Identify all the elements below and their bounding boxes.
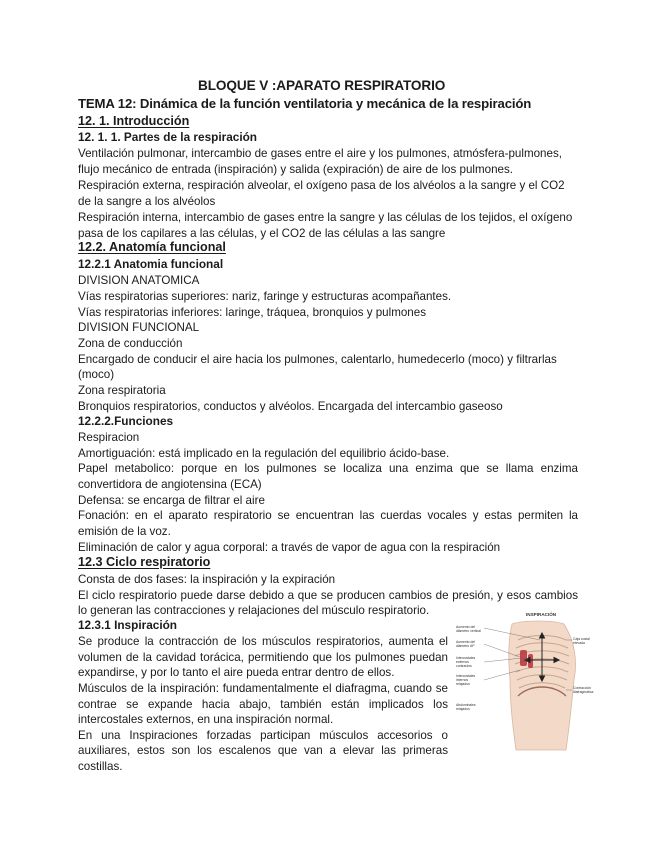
body-line: Ventilación pulmonar, intercambio de gases entre el aire y los pulmones, atmósfera-pulmones, <box>78 147 562 160</box>
body-line: contrae se expande hacia abajo, también están implicados los <box>78 698 448 711</box>
figure-label: elevada <box>573 641 585 645</box>
inspiration-figure <box>454 610 604 770</box>
body-line: Papel metabolico: porque en los pulmones se localiza una enzima que se llama enzima <box>78 462 578 475</box>
body-line: Zona de conducción <box>78 337 183 350</box>
body-line: Consta de dos fases: la inspiración y la expiración <box>78 573 336 586</box>
body-line: costillas. <box>78 760 123 773</box>
figure-label: contraídos <box>456 664 472 668</box>
body-line: intercostales externos, en una inspiración normal. <box>78 713 334 726</box>
body-line: Fonación: en el aparato respiratorio se encuentran las cuerdas vocales y estas permiten la <box>78 509 578 522</box>
body-line: Eliminación de calor y agua corporal: a través de vapor de agua con la respiración <box>78 541 501 554</box>
figure-label: Intercostales <box>456 674 476 678</box>
body-line: Se produce la contracción de los músculos respiratorios, aumenta el <box>78 635 448 648</box>
figure-label: Aumento del <box>456 625 476 629</box>
body-line: flujo mecánico de entrada (inspiración) y salida (expiración) de aire de los pulmones. <box>78 163 513 176</box>
body-line: (moco) <box>78 368 115 381</box>
body-line: El ciclo respiratorio puede darse debido a que se producen cambios de presión, y esos cambios <box>78 589 578 602</box>
body-line: Defensa: se encarga de filtrar el aire <box>78 494 265 507</box>
figure-label: diafragmática <box>573 690 594 694</box>
section-heading-anatomia: 12.2. Anatomía funcional <box>78 240 226 254</box>
body-line: Respiracion <box>78 431 140 444</box>
body-line: volumen de la cavidad torácica, permitiendo que los pulmones puedan <box>78 651 448 664</box>
document-title: BLOQUE V :APARATO RESPIRATORIO <box>198 78 446 93</box>
body-line: lo generan las contracciones y relajaciones del músculo respiratorio. <box>78 604 430 617</box>
figure-label: Intercostales <box>456 656 476 660</box>
body-line: convertidora de angiotensina (ECA) <box>78 478 262 491</box>
section-heading-introduccion: 12. 1. Introducción <box>78 114 190 128</box>
figure-label: Aumento del <box>456 640 476 644</box>
figure-labels-left <box>456 625 481 711</box>
body-line: Músculos de la inspiración: fundamentalmente el diafragma, cuando se <box>78 682 448 695</box>
body-line: Respiración interna, intercambio de gases entre la sangre y las células de los tejidos, el oxígeno <box>78 211 573 224</box>
subsection-heading-inspiracion: 12.3.1 Inspiración <box>78 618 178 632</box>
body-line: Encargado de conducir el aire hacia los pulmones, calentarlo, humedecerlo (moco) y filtrarlas <box>78 353 557 366</box>
body-line: Vías respiratorias superiores: nariz, faringe y estructuras acompañantes. <box>78 290 452 303</box>
body-line: DIVISION ANATOMICA <box>78 274 200 287</box>
figure-label: relajados <box>456 707 470 711</box>
topic-title: TEMA 12: Dinámica de la función ventilatoria y mecánica de la respiración <box>78 96 532 111</box>
subsection-heading-partes: 12. 1. 1. Partes de la respiración <box>78 130 258 144</box>
figure-labels-right <box>573 637 593 694</box>
body-line: de la sangre a los alvéolos <box>78 195 216 208</box>
figure-label: relajados <box>456 682 470 686</box>
body-line: Zona respiratoria <box>78 384 166 397</box>
subsection-heading-funciones: 12.2.2.Funciones <box>78 414 174 428</box>
figure-label: externos <box>456 660 470 664</box>
body-line: En una Inspiraciones forzadas participan músculos accesorios o <box>78 729 448 742</box>
body-line: pasa de los capilares a las células, y el CO2 de las células a las sangre <box>78 227 446 240</box>
section-heading-ciclo: 12.3 Ciclo respiratorio <box>78 555 211 569</box>
body-line: Bronquios respiratorios, conductos y alvéolos. Encargada del intercambio gaseoso <box>78 400 503 413</box>
figure-label: Caja costal <box>573 637 590 641</box>
figure-label: Contracción <box>573 686 592 690</box>
figure-title: INSPIRACIÓN <box>526 612 557 617</box>
body-line: Vías respiratorias inferiores: laringe, tráquea, bronquios y pulmones <box>78 306 426 319</box>
figure-label: Abdominales <box>456 703 476 707</box>
body-line: emisión de la voz. <box>78 525 171 538</box>
body-line: Respiración externa, respiración alveolar, el oxígeno pasa de los alvéolos a la sangre y el CO2 <box>78 179 565 192</box>
figure-label: diámetro vertical <box>456 629 481 633</box>
figure-label: internos <box>456 678 469 682</box>
body-line: expandirse, y por lo tanto el aire pueda entrar dentro de ellos. <box>78 666 395 679</box>
body-line: auxiliares, estos son los escalenos que van a elevar las primeras <box>78 744 448 757</box>
figure-label: diámetro AP <box>456 644 475 648</box>
body-line: DIVISION FUNCIONAL <box>78 321 200 334</box>
body-line: Amortiguación: está implicado en la regulación del equilibrio ácido-base. <box>78 447 450 460</box>
subsection-heading-anatomia: 12.2.1 Anatomia funcional <box>78 257 224 271</box>
